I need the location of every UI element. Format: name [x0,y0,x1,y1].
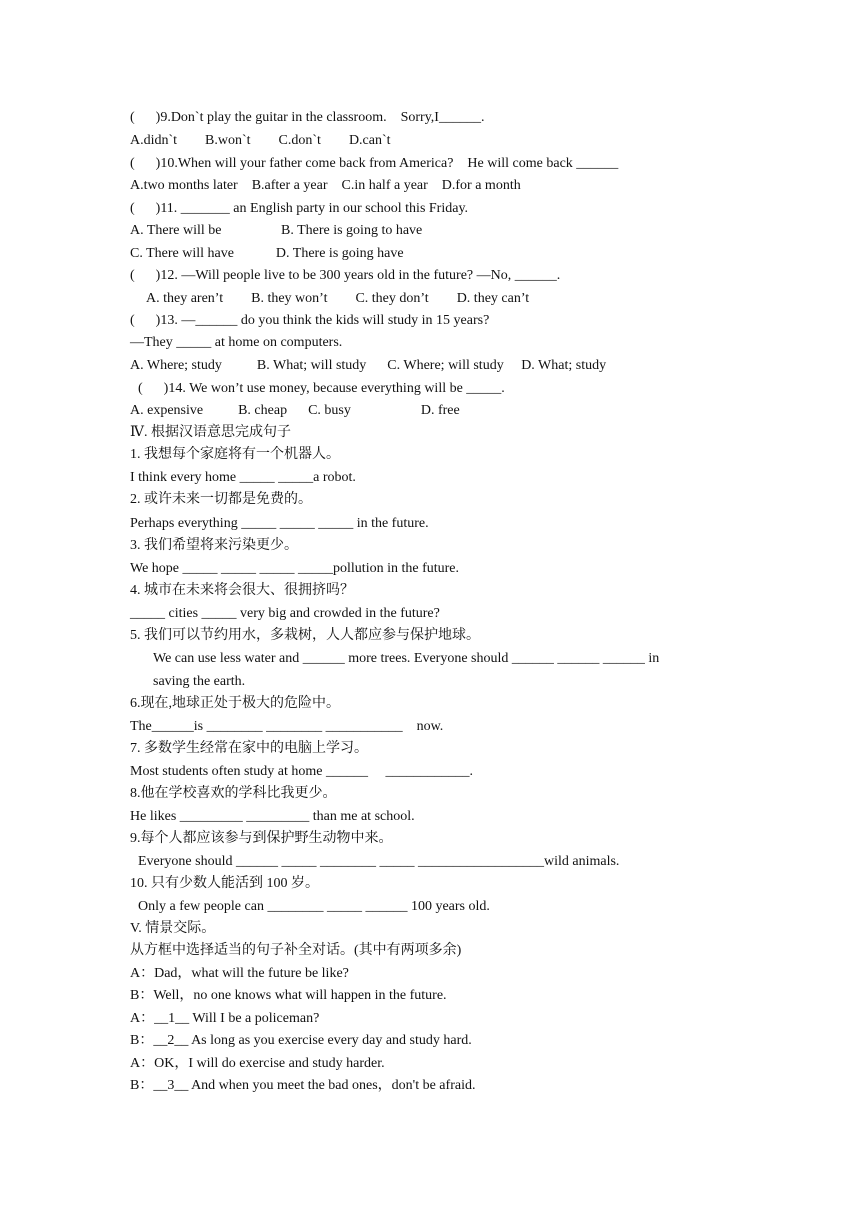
question-12-options: A. they aren’t B. they won’t C. they don’t D. they can’t [146,291,530,306]
question-12: ( )12. —Will people live to be 300 years old in the future? —No, ______. [130,268,561,283]
question-9: ( )9.Don`t play the guitar in the classroom. Sorry,I______. [130,110,485,125]
item-6-english: The______is ________ ________ ___________ now. [130,719,444,734]
question-10-options: A.two months later B.after a year C.in half a year D.for a month [130,178,521,193]
question-11-options-row2: C. There will have D. There is going have [130,246,404,261]
item-8-english: He likes _________ _________ than me at school. [130,809,415,824]
section-iv-heading: Ⅳ. 根据汉语意思完成句子 [130,425,291,440]
item-1-english: I think every home _____ _____a robot. [130,470,356,485]
question-11-options-row1: A. There will be B. There is going to have [130,223,423,238]
item-9-chinese: 9.每个人都应该参与到保护野生动物中来。 [130,831,393,846]
dialogue-line-2: B：Well，no one knows what will happen in the future. [130,988,447,1003]
dialogue-line-1: A：Dad，what will the future be like? [130,966,349,981]
item-10-chinese: 10. 只有少数人能活到 100 岁。 [130,876,319,891]
item-8-chinese: 8.他在学校喜欢的学科比我更少。 [130,786,337,801]
item-3-chinese: 3. 我们希望将来污染更少。 [130,538,298,553]
item-4-chinese: 4. 城市在未来将会很大、很拥挤吗？ [130,583,354,598]
question-9-options: A.didn`t B.won`t C.don`t D.can`t [130,133,391,148]
dialogue-line-3: A：__1__ Will I be a policeman? [130,1011,320,1026]
dialogue-line-6: B：__3__ And when you meet the bad ones，don't be afraid. [130,1078,476,1093]
item-5-chinese: 5. 我们可以节约用水，多栽树，人人都应参与保护地球。 [130,628,480,643]
question-14-options: A. expensive B. cheap C. busy D. free [130,403,460,418]
question-10: ( )10.When will your father come back from America? He will come back ______ [130,156,619,171]
item-6-chinese: 6.现在,地球正处于极大的危险中。 [130,696,340,711]
dialogue-line-4: B：__2__ As long as you exercise every day and study hard. [130,1033,472,1048]
item-4-english: _____ cities _____ very big and crowded in the future? [130,606,440,621]
item-2-chinese: 2. 或许未来一切都是免费的。 [130,492,312,507]
section-v-instructions: 从方框中选择适当的句子补全对话。(其中有两项多余) [130,943,462,958]
item-1-chinese: 1. 我想每个家庭将有一个机器人。 [130,447,340,462]
item-7-english: Most students often study at home ______ ____________. [130,764,473,779]
item-5-english: We can use less water and ______ more trees. Everyone should ______ ______ ______ in [153,651,660,666]
question-14: ( )14. We won’t use money, because everything will be _____. [138,381,505,396]
question-13-options: A. Where; study B. What; will study C. Where; will study D. What; study [130,358,607,373]
item-7-chinese: 7. 多数学生经常在家中的电脑上学习。 [130,741,368,756]
item-10-english: Only a few people can ________ _____ ______ 100 years old. [138,899,490,914]
item-2-english: Perhaps everything _____ _____ _____ in the future. [130,516,429,531]
section-v-heading: V. 情景交际。 [130,921,216,936]
item-9-english: Everyone should ______ _____ ________ _____ __________________wild animals. [138,854,620,869]
item-5-english-cont: saving the earth. [153,674,246,689]
item-3-english: We hope _____ _____ _____ _____pollution in the future. [130,561,459,576]
question-13-line2: —They _____ at home on computers. [130,335,343,350]
dialogue-line-5: A：OK，I will do exercise and study harder. [130,1056,385,1071]
question-11: ( )11. _______ an English party in our school this Friday. [130,201,469,216]
question-13: ( )13. —______ do you think the kids will study in 15 years? [130,313,490,328]
